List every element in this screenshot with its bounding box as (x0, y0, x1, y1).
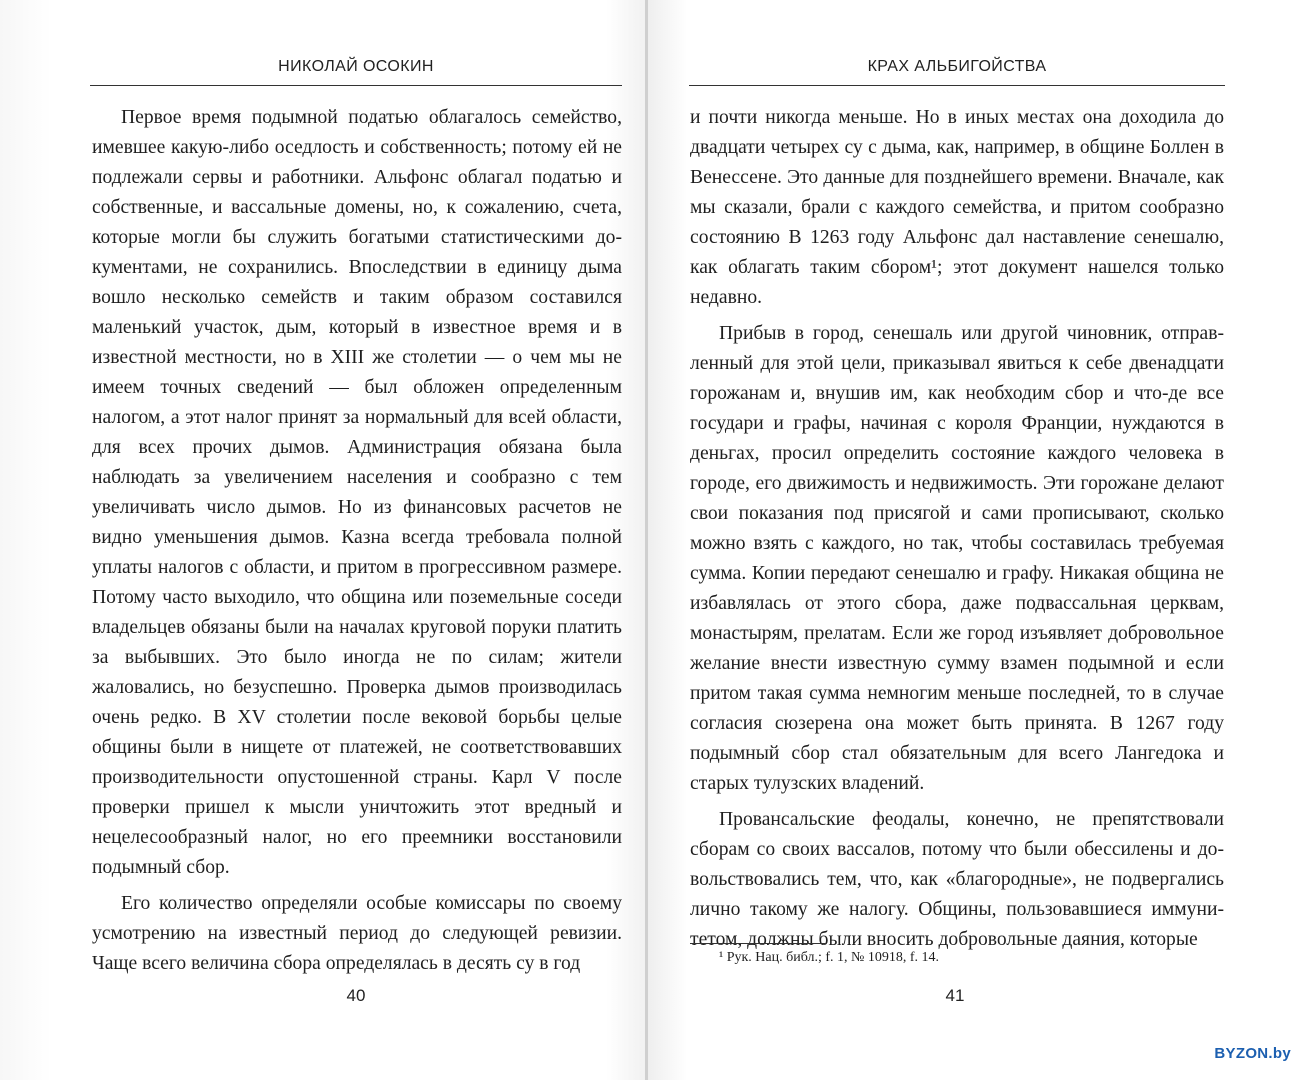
running-head: НИКОЛАЙ ОСОКИН (278, 58, 434, 75)
paragraph: Прибыв в город, сенешаль или другой чиновник, отправленный для этой цели, приказывал явиться к себе двенадцати горожанам и, внушив им, как необходим сбор и что-де все государи и графы, начиная с короля Франции, нуждаются в деньгах, просил определить состояние каждого человека в городе, его движимость и недвижимость. Эти горожане делают свои показания под присягой и сами прописывают, сколько можно взять с каждого, но так, чтобы составилась требуемая сумма. Копии передают сенешалю и графу. Никакая община не избавлялась от этого сбора, даже подвассальная церквам, монастырям, прелатам. Если же город изъявляет добровольное желание внести известную сумму взамен подымной и если притом такая сумма немногим меньше последней, то в случае согласия сюзерена она может быть принята. В 1267 году подымный сбор стал обязательным для всего Лангедока и старых тулузских владений. (690, 323, 1224, 794)
page-number: 40 (346, 986, 366, 1005)
paragraph: Провансальские феодалы, конечно, не препятствовали сборам со своих вассалов, потому что были обессилены и довольствовались тем, что, как «благородные», не подвергались лично такому же налогу. Общины, пользовавшиеся иммунитетом, должны были вносить добровольные даяния, которые (690, 809, 1224, 950)
right-page (648, 0, 1305, 1080)
header-rule (689, 85, 1225, 86)
body-text (690, 103, 1224, 961)
watermark: BYZON.by (1206, 1043, 1299, 1064)
page-number: 41 (945, 986, 965, 1005)
header-rule (90, 85, 622, 86)
paragraph: и почти никогда меньше. Но в иных местах она доходила до двадцати четырех су с дыма, как, например, в общине Боллен в Венессене. Это данные для позднейшего времени. Вначале, как мы сказали, брали с каждого семейства, и притом сообразно состоянию В 1263 году Альфонс дал наставление сенешалю, как облагать таким сбором¹; этот документ нашелся только недавно. (690, 107, 1224, 308)
paragraph: Его количество определяли особые комиссары по своему усмотрению на известный период до следующей ревизии. Чаще всего величина сбора определялась в десять су в год (92, 893, 622, 974)
paragraph: Первое время подымной податью облагалось семейство, имевшее какую-либо оседлость и собственность; потому ей не подлежали сервы и работники. Альфонс облагал податью и собственные, и вассальные домены, но, к сожалению, счета, которые могли бы служить богатыми статистическими документами, не сохранились. Впоследствии в единицу дыма вошло несколько семейств и таким образом составился маленький участок, дым, который в известное время и в известной местности, но в XIII же столетии — о чем мы не имеем точных сведений — был обложен определенным налогом, а этот налог принят за нормальный для всей области, для всех прочих дымов. Администрация обязана была наблюдать за увеличением населения и сообразно с тем увеличивать число дымов. Но из финансовых расчетов не видно уменьшения дымов. Казна всегда требовала полной уплаты налогов с области, и притом в прогрессивном размере. Потому часто выходило, что община или поземельные соседи владельцев обязаны были на началах круговой поруки платить за выбывших. Это было иногда не по силам; жители жаловались, но безуспешно. Проверка дымов производилась очень редко. В XV столетии после вековой борьбы целые общины были в нищете от платежей, не соответствовавших производительности опустошенной страны. Карл V после проверки пришел к мысли уничтожить этот вредный и нецелесообразный налог, но его преемники восстановили подымный сбор. (92, 107, 622, 878)
footnote: ¹ Рук. Нац. библ.; f. 1, № 10918, f. 14. (719, 950, 940, 965)
running-head: КРАХ АЛЬБИГОЙСТВА (867, 58, 1047, 75)
left-page (0, 0, 645, 1080)
footnote-rule (690, 943, 826, 944)
body-text (92, 103, 622, 985)
